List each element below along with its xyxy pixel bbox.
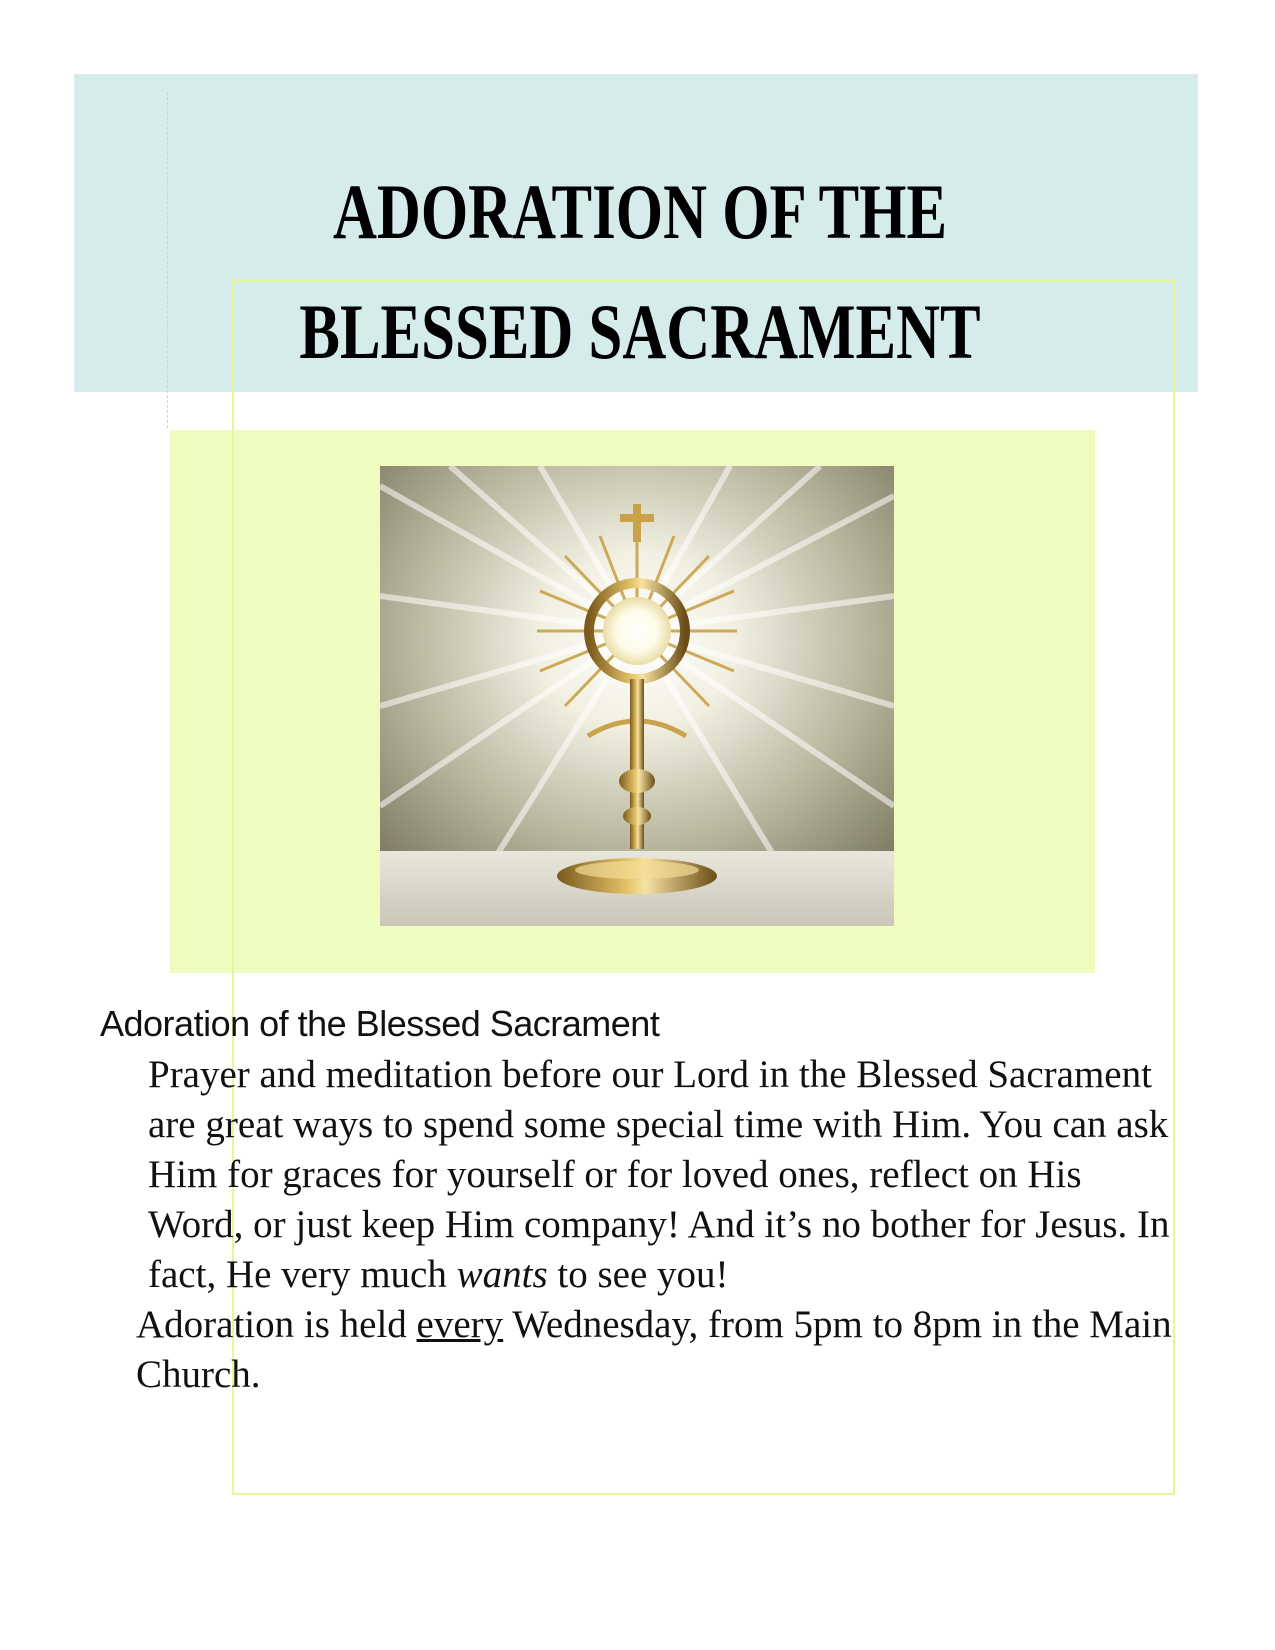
monstrance-image	[380, 466, 894, 926]
emphasis-text: wants	[456, 1253, 548, 1296]
underlined-text: every	[416, 1303, 504, 1346]
article-heading: Adoration of the Blessed Sacrament	[100, 1003, 660, 1044]
guide-line	[167, 92, 168, 428]
article-paragraph-2	[100, 1300, 1180, 1400]
title-line-1: ADORATION OF THE	[332, 168, 948, 255]
article-paragraph-1	[100, 1050, 1180, 1300]
title-line-2: BLESSED SACRAMENT	[299, 288, 981, 375]
paragraph-1-text-end: to see you!	[547, 1253, 729, 1296]
monstrance-icon	[380, 466, 894, 926]
article	[100, 998, 1180, 1400]
paragraph-1-text: Prayer and meditation before our Lord in the Blessed Sacrament are great ways to spend some special time with Him. You can ask Him for graces for yourself or for loved ones, reflect on His Word, or just keep Him company! And it’s no bother for Jesus. In fact, He very much	[148, 1053, 1170, 1296]
paragraph-2-text-end: Wednesday, from 5pm to 8pm in the Main Church.	[136, 1303, 1172, 1396]
page-title	[250, 152, 1030, 392]
paragraph-2-text: Adoration is held	[136, 1303, 417, 1346]
